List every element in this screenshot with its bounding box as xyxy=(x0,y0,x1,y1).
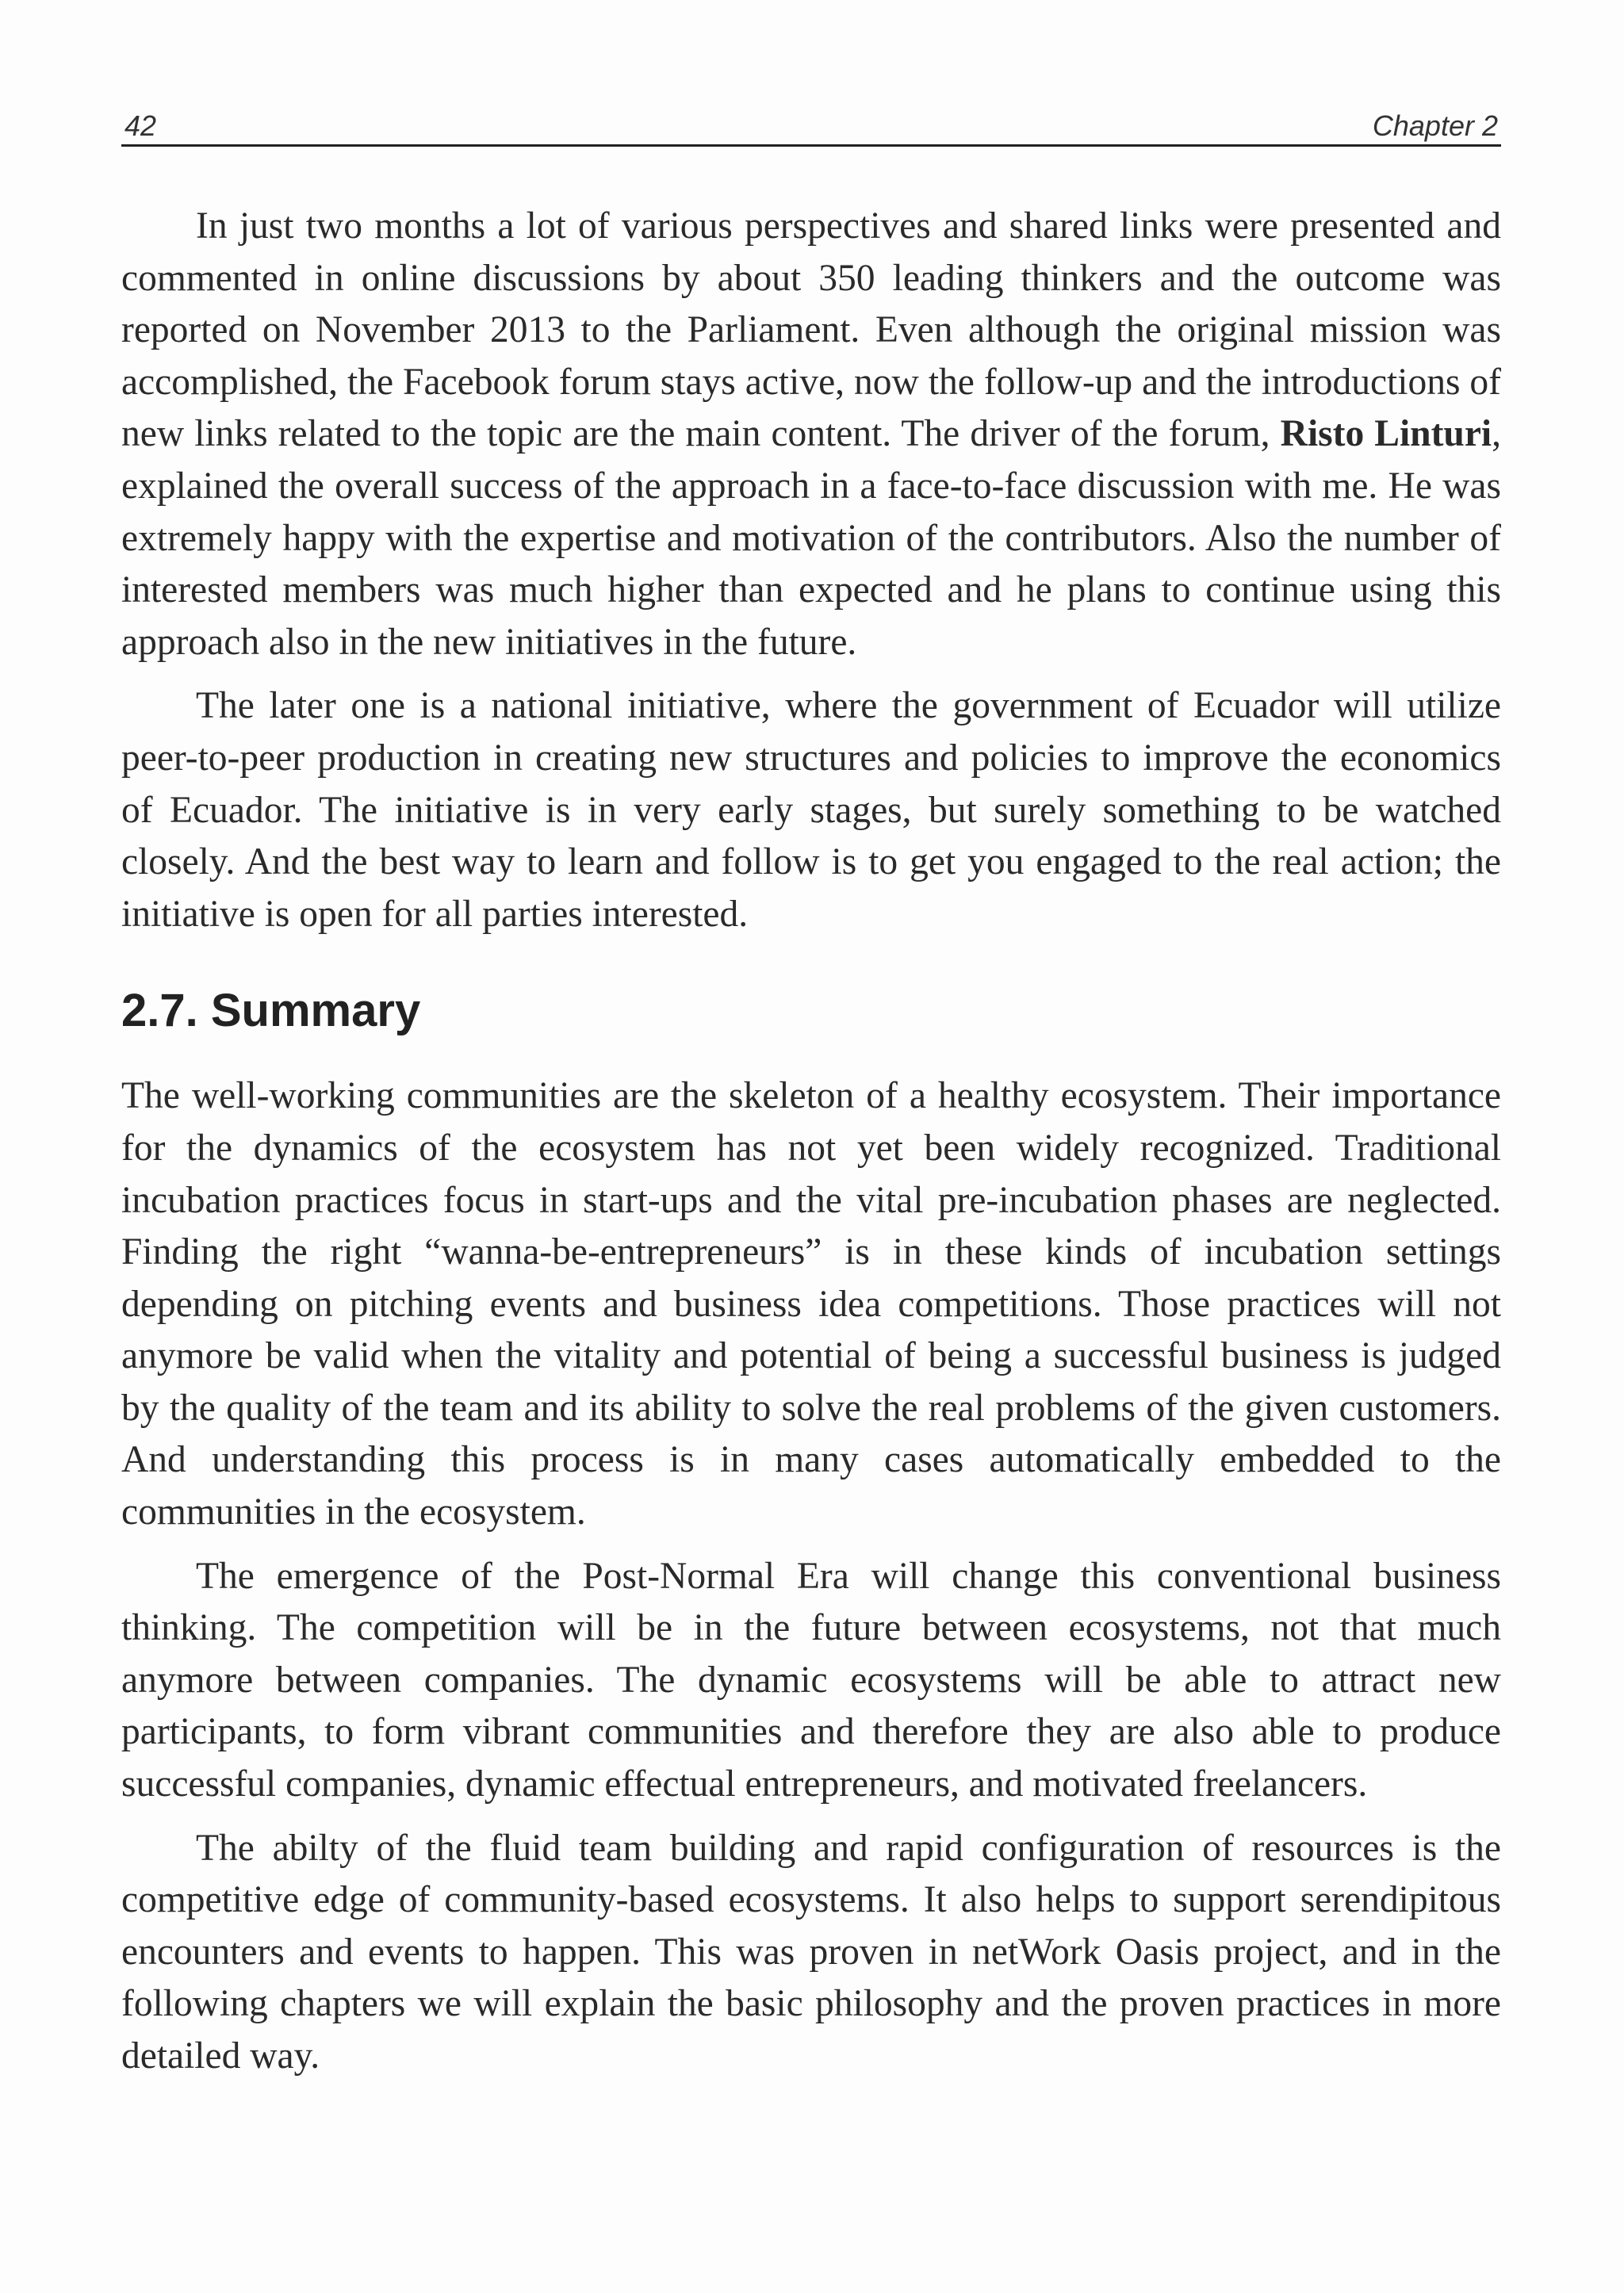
section-heading: 2.7. Summary xyxy=(121,985,421,1037)
paragraph-fluid-teams: The abilty of the fluid team building and rapid configuration of resources is the competitive edge of community-based ecosystems. It also helps to support serendipitous encounters and events to happen. This was proven in netWork Oasis project, and in the following chapters we will explain the basic philosophy and the proven practices in more detailed way. xyxy=(121,1827,1501,2077)
paragraph-post-normal-era: The emergence of the Post-Normal Era will change this conventional business thinking. The competition will be in the future between ecosystems, not that much anymore between companies. The dynamic ecosystems will be able to attract new participants, to form vibrant communities and therefore they are also able to produce successful companies, dynamic effectual entrepreneurs, and motivated freelancers. xyxy=(121,1555,1501,1805)
paragraph-forum-text-start: In just two months a lot of various perspectives and shared links were presented and commented in online discussions by about 350 leading thinkers and the outcome was reported on November 2013 to the Parliament. Even although the original mission was accomplished, the Facebook forum stays active, now the follow-up and the introductions of new links related to the topic are the main content. The driver of the forum, xyxy=(121,205,1501,455)
paragraph-forum xyxy=(121,201,1501,668)
chapter-label: Chapter 2 xyxy=(1372,109,1498,142)
paragraph-summary: The well-working communities are the skeleton of a healthy ecosystem. Their importance for the dynamics of the ecosystem has not yet been widely recognized. Traditional incubation practices focus in start-ups and the vital pre-incubation phases are neglected. Finding the right “wanna-be-entrepreneurs” is in these kinds of incubation settings depending on pitching events and business idea competitions. Those practices will not anymore be valid when the vitality and potential of being a successful business is judged by the quality of the team and its ability to solve the real problems of the given customers. And understanding this process is in many cases automatically embedded to the communities in the ecosystem. xyxy=(121,1075,1501,1533)
person-name: Risto Linturi xyxy=(1280,413,1492,455)
body-text xyxy=(121,201,1501,2083)
paragraph-ecuador: The later one is a national initiative, where the government of Ecuador will utilize peer-to-peer production in creating new structures and policies to improve the economics of Ecuador. The initiative is in very early stages, but surely something to be watched closely. And the best way to learn and follow is to get you engaged to the real action; the initiative is open for all parties interested. xyxy=(121,685,1501,935)
paragraph-forum-text-end: , explained the overall success of the approach in a face-to-face discussion with me. He was extremely happy with the expertise and motivation of the contributors. Also the number of interested members was much higher than expected and he plans to continue using this approach also in the new initiatives in the future. xyxy=(121,413,1501,663)
running-header xyxy=(121,109,1501,147)
page-number: 42 xyxy=(124,109,157,142)
